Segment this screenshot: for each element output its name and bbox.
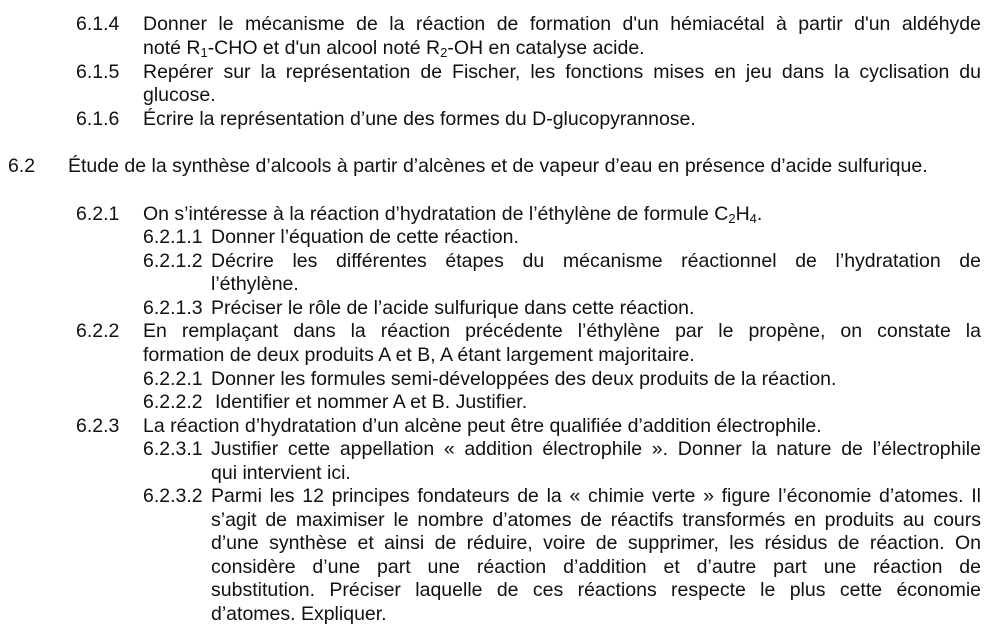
item-number: 6.2.1 [76, 203, 120, 225]
item-text: considère d’une part une réaction d’addition et d’autre part une réaction de [211, 556, 981, 578]
item-number: 6.2.2.1 [143, 368, 203, 390]
item-text: glucose. [143, 84, 216, 106]
item-text: Préciser le rôle de l’acide sulfurique dans cette réaction. [211, 297, 695, 319]
item-number: 6.1.4 [76, 13, 120, 35]
item-text: En remplaçant dans la réaction précédente l’éthylène par le propène, on constate la [143, 320, 981, 342]
item-text: Parmi les 12 principes fondateurs de la « chimie verte » figure l’économie d’atomes. Il [211, 485, 981, 507]
item-number: 6.1.5 [76, 61, 120, 83]
item-number: 6.2.1.3 [143, 297, 203, 319]
item-text: Écrire la représentation d’une des formes du D-glucopyrannose. [143, 108, 696, 130]
item-number: 6.2.2 [76, 320, 120, 342]
item-text: s’agit de maximiser le nombre d’atomes de réactifs transformés en produits au cours [211, 509, 981, 531]
item-text: Décrire les différentes étapes du mécanisme réactionnel de l’hydratation de [211, 250, 981, 272]
item-text: Donner le mécanisme de la réaction de formation d'un hémiacétal à partir d'un aldéhyde [143, 13, 981, 35]
item-number: 6.2.3.1 [143, 438, 203, 460]
item-text: d’une synthèse et ainsi de réduire, voire de supprimer, les résidus de réaction. On [211, 532, 981, 554]
item-number: 6.2.1.1 [143, 226, 203, 248]
item-text: On s’intéresse à la réaction d’hydratation de l’éthylène de formule $C_2H_4$. [143, 203, 763, 226]
item-text: formation de deux produits A et B, A étant largement majoritaire. [143, 344, 695, 366]
section-title: Étude de la synthèse d’alcools à partir d’alcènes et de vapeur d’eau en présence d’acide sulfurique. [68, 155, 928, 177]
item-number: 6.2.1.2 [143, 250, 203, 272]
item-text: La réaction d’hydratation d’un alcène peut être qualifiée d’addition électrophile. [143, 415, 822, 437]
item-text: d’atomes. Expliquer. [211, 603, 387, 625]
section-number: 6.2 [8, 155, 36, 177]
item-text: Donner l’équation de cette réaction. [211, 226, 519, 248]
item-number: 6.2.3.2 [143, 485, 203, 507]
item-text: l’éthylène. [211, 273, 299, 295]
item-number: 6.2.2.2 [143, 391, 203, 413]
item-text: Identifier et nommer A et B. Justifier. [215, 391, 528, 413]
item-text: noté $R_1$-CHO et d'un alcool noté $R_2-OH$ en catalyse acide. [143, 37, 645, 60]
item-text: Donner les formules semi-développées des deux produits de la réaction. [211, 368, 837, 390]
item-text: substitution. Préciser laquelle de ces réactions respecte le plus cette économie [211, 579, 981, 601]
item-text: Justifier cette appellation « addition électrophile ». Donner la nature de l’électrophile [211, 438, 981, 460]
item-number: 6.2.3 [76, 415, 120, 437]
item-text: Repérer sur la représentation de Fischer, les fonctions mises en jeu dans la cyclisation du [143, 61, 981, 83]
item-text: qui intervient ici. [211, 462, 351, 484]
item-number: 6.1.6 [76, 108, 120, 130]
